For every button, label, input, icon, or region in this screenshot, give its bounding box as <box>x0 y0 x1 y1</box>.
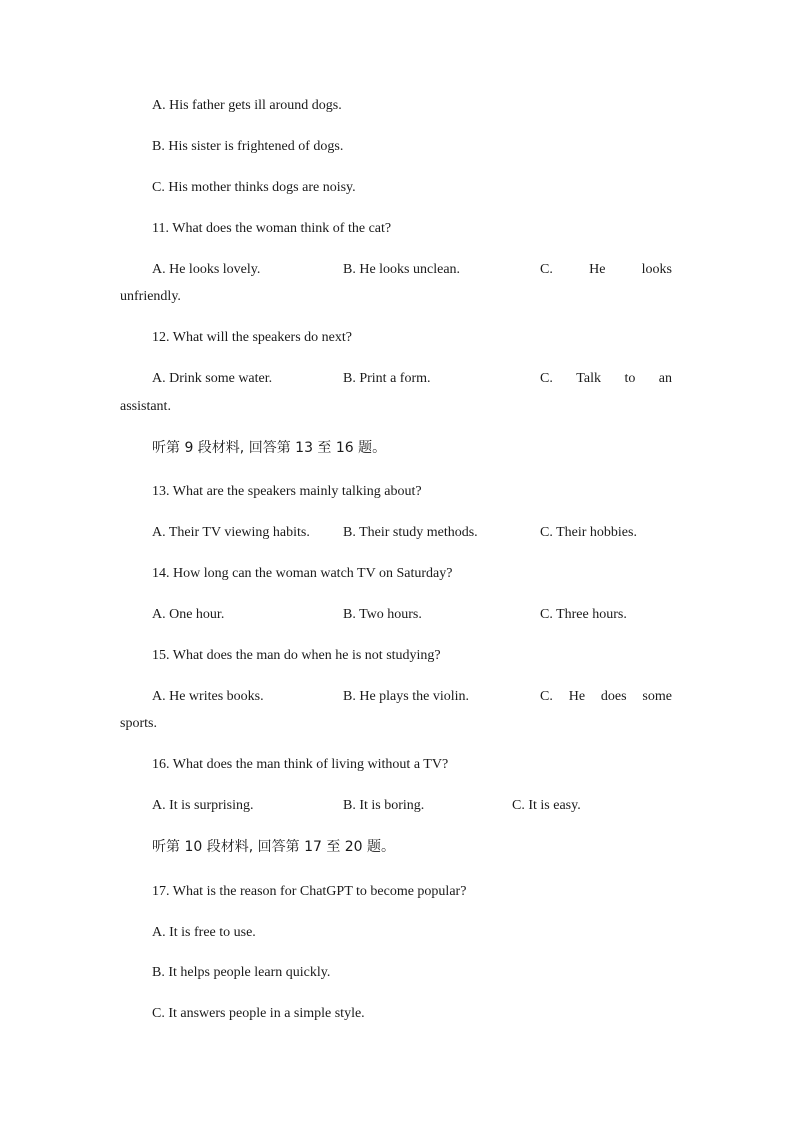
q15-option-b: B. He plays the violin. <box>343 689 469 704</box>
q17-option-c: C. It answers people in a simple style. <box>152 1006 365 1021</box>
q11-option-c <box>540 261 672 279</box>
question-13: 13. What are the speakers mainly talking about? <box>152 484 422 499</box>
q11-option-b: B. He looks unclean. <box>343 262 461 277</box>
q15-option-a: A. He writes books. <box>152 689 264 704</box>
q17-option-a: A. It is free to use. <box>152 925 256 940</box>
q10-option-c: C. His mother thinks dogs are noisy. <box>152 180 356 195</box>
q16-option-c: C. It is easy. <box>512 798 581 813</box>
q16-option-b: B. It is boring. <box>343 798 425 813</box>
question-11: 11. What does the woman think of the cat? <box>152 221 392 236</box>
q10-option-b: B. His sister is frightened of dogs. <box>152 139 344 154</box>
q11-option-c-wrap: unfriendly. <box>120 289 181 304</box>
q15-option-c-word: C. <box>540 689 553 704</box>
q12-option-b: B. Print a form. <box>343 371 431 386</box>
q12-option-c-wrap: assistant. <box>120 399 171 414</box>
q16-option-a: A. It is surprising. <box>152 798 254 813</box>
q15-option-c-wrap: sports. <box>120 716 157 731</box>
question-12: 12. What will the speakers do next? <box>152 330 352 345</box>
q12-option-c-word: C. <box>540 371 553 386</box>
q12-option-a: A. Drink some water. <box>152 371 273 386</box>
q12-option-c <box>540 370 672 388</box>
q10-option-a: A. His father gets ill around dogs. <box>152 98 342 113</box>
q15-option-c-word: some <box>642 689 672 704</box>
q11-option-a: A. He looks lovely. <box>152 262 261 277</box>
q15-option-c-word: does <box>600 689 627 704</box>
q11-option-c-word: C. <box>540 262 553 277</box>
q12-option-c-word: Talk <box>576 371 601 386</box>
q13-option-c: C. Their hobbies. <box>540 525 637 540</box>
q17-option-b: B. It helps people learn quickly. <box>152 965 331 980</box>
question-15: 15. What does the man do when he is not studying? <box>152 648 441 663</box>
q11-option-c-word: He <box>589 262 606 277</box>
q14-option-b: B. Two hours. <box>343 607 422 622</box>
q13-option-b: B. Their study methods. <box>343 525 478 540</box>
question-16: 16. What does the man think of living without a TV? <box>152 757 449 772</box>
q15-option-c <box>540 688 672 706</box>
q12-option-c-word: an <box>658 371 672 386</box>
q11-option-c-word: looks <box>641 262 672 277</box>
q12-option-c-word: to <box>624 371 636 386</box>
question-17: 17. What is the reason for ChatGPT to become popular? <box>152 884 467 899</box>
question-14: 14. How long can the woman watch TV on Saturday? <box>152 566 453 581</box>
section-heading-9: 听第 9 段材料, 回答第 13 至 16 题。 <box>152 440 387 456</box>
q14-option-c: C. Three hours. <box>540 607 627 622</box>
q15-option-c-word: He <box>568 689 586 704</box>
section-heading-10: 听第 10 段材料, 回答第 17 至 20 题。 <box>152 839 396 855</box>
q13-option-a: A. Their TV viewing habits. <box>152 525 310 540</box>
q14-option-a: A. One hour. <box>152 607 225 622</box>
